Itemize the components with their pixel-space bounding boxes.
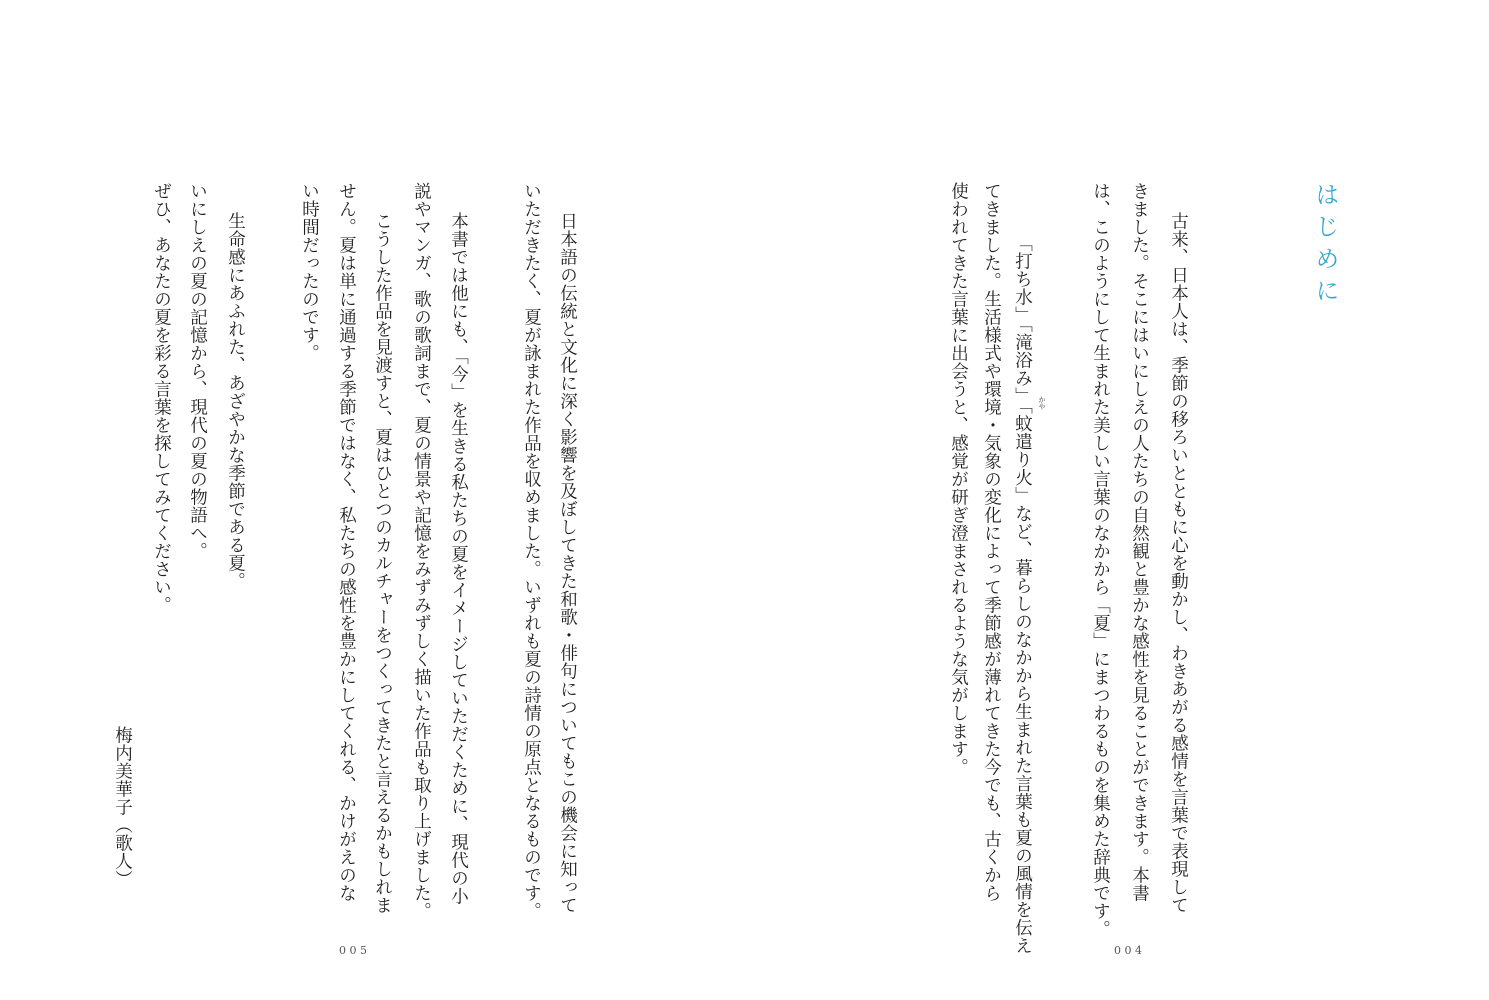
body-line: 本書では他にも、「今」を生きる私たちの夏をイメージしていただくために、現代の小 (448, 212, 469, 906)
body-line: せん。夏は単に通過する季節ではなく、私たちの感性を豊かにしてくれる、かけがえのな (336, 182, 357, 902)
body-line: いにしえの夏の記憶から、現代の夏の物語へ。 (187, 182, 208, 560)
furigana: かや (1038, 396, 1046, 410)
body-line: 使われてきた言葉に出会うと、感覚が研ぎ澄まされるような気がします。 (948, 182, 969, 776)
chapter-title: はじめに (1311, 182, 1339, 310)
body-line: 説やマンガ、歌の歌詞まで、夏の情景や記憶をみずみずしく描いた作品も取り上げました。 (411, 182, 432, 920)
page-right (744, 0, 1489, 1000)
page-number-left: 005 (339, 944, 371, 957)
body-line: きました。そこにはいにしえの人たちの自然観と豊かな感性を見ることができます。本書 (1129, 182, 1150, 902)
body-line: 日本語の伝統と文化に深く影響を及ぼしてきた和歌・俳句についてもこの機会に知って (557, 212, 578, 914)
page-left (0, 0, 744, 1000)
body-line: てきました。生活様式や環境・気象の変化によって季節感が薄れてきた今でも、古くから (981, 182, 1002, 902)
body-line: い時間だったのです。 (299, 182, 320, 362)
body-line: こうした作品を見渡すと、夏はひとつのカルチャーをつくってきたと言えるかもしれま (372, 212, 393, 914)
body-line: は、このようにして生まれた美しい言葉のなかから「夏」にまつわるものを集めた辞典です。 (1090, 182, 1111, 938)
body-line: 「打ち水」「滝浴み」「蚊遣り火」など、暮らしのなかから生まれた言葉も夏の風情を伝え (1012, 234, 1033, 955)
body-line: いただきたく、夏が詠まれた作品を収めました。いずれも夏の詩情の原点となるものです。 (521, 182, 542, 920)
author-signature: 梅内美華子（歌人） (112, 726, 133, 888)
page-number-right: 004 (1114, 944, 1146, 957)
body-line: 古来、日本人は、季節の移ろいとともに心を動かし、わきあがる感情を言葉で表現して (1168, 212, 1189, 914)
body-line: ぜひ、あなたの夏を彩る言葉を探してみてください。 (151, 182, 172, 614)
body-line: 生命感にあふれた、あざやかな季節である夏。 (225, 212, 246, 590)
